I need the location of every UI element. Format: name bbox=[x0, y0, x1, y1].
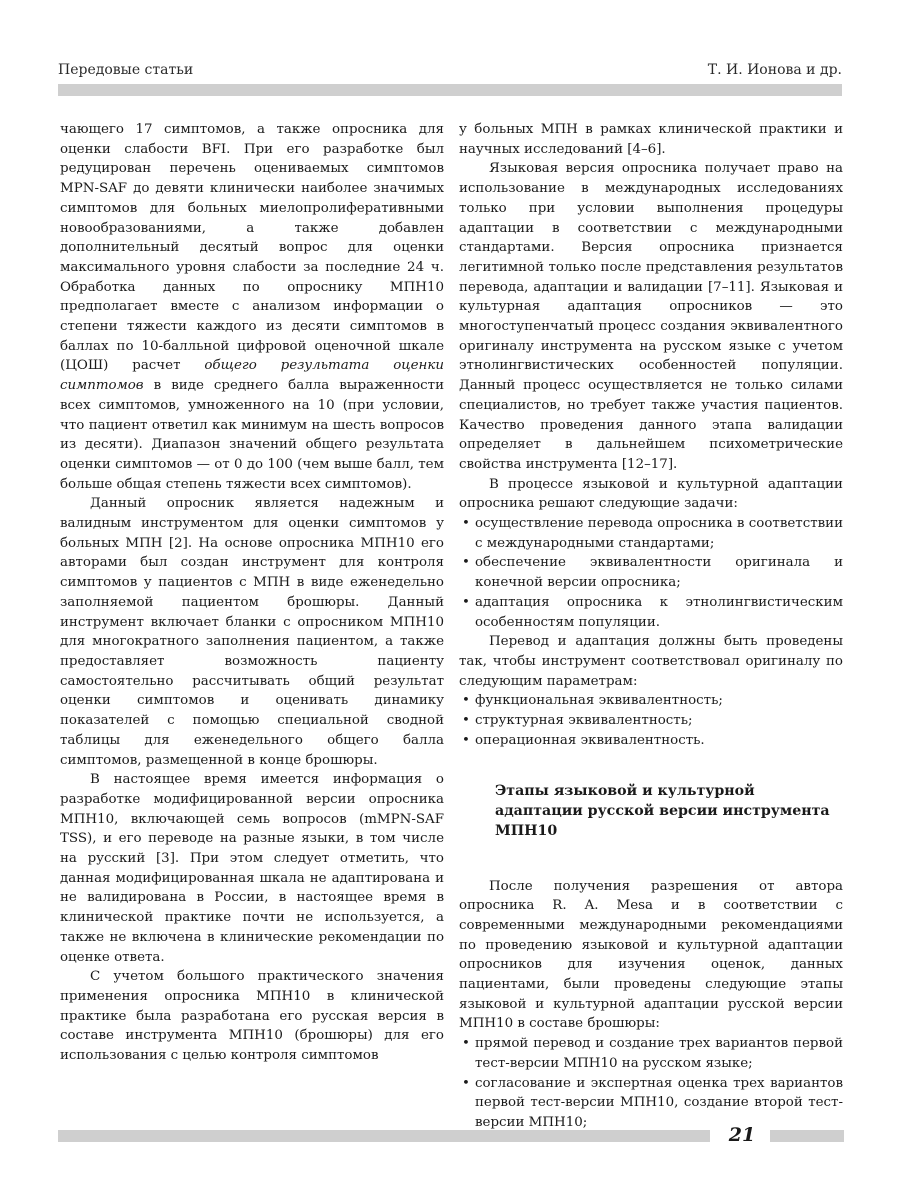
left-column bbox=[60, 120, 444, 1066]
right-column bbox=[459, 120, 843, 1133]
section-heading: Этапы языковой и культурной адаптации русской версии инструмента МПН10 bbox=[495, 782, 830, 839]
parameter-list bbox=[459, 691, 843, 750]
section-name: Передовые статьи bbox=[58, 62, 194, 78]
paragraph: Языковая версия опросника получает право на использование в международных исследованиях только при условии выполнения процедуры адаптации в соответствии с международными стандартами. Версия опросника признается легитимной только после представления результатов перевода, адаптации и валидации [7–11]. Языковая и культурная адаптация опросников — это многоступенчатый процесс создания эквивалентного оригиналу инструмента на русском языке с учетом этнолингвистических особенностей популяции. Данный процесс осуществляется не только силами специалистов, но требует также участия пациентов. Качество проведения данного этапа валидации определяет в дальнейшем психометрические свойства инструмента [12–17]. bbox=[459, 161, 843, 472]
paragraph: В процессе языковой и культурной адаптации опросника решают следующие задачи: bbox=[459, 476, 843, 512]
paragraph: Данный опросник является надежным и валидным инструментом для оценки симптомов у больных МПН [2]. На основе опросника МПН10 его авторами был создан инструмент для контроля симптомов у пациентов с МПН в виде еженедельно заполняемой пациентом брошюры. Данный инструмент включает бланки с опросником МПН10 для многократного заполнения пациентом, а также предоставляет возможность пациенту самостоятельно рассчитывать общий результат оценки симптомов и оценивать динамику показателей с помощью специальной сводной таблицы для еженедельного общего балла симптомов, размещенной в конце брошюры. bbox=[60, 496, 444, 768]
list-item: • структурная эквивалентность; bbox=[459, 711, 843, 731]
running-header bbox=[58, 62, 842, 86]
paragraph: С учетом большого практического значения применения опросника МПН10 в клинической практике была разработана его русская версия в составе инструмента МПН10 (брошюры) для его использования с целью контроля симптомов bbox=[60, 969, 444, 1064]
list-item: • согласование и экспертная оценка трех вариантов первой тест-версии МПН10, создание второй тест-версии МПН10; bbox=[459, 1074, 843, 1133]
paragraph: у больных МПН в рамках клинической практики и научных исследований [4–6]. bbox=[459, 122, 843, 157]
list-item: • функциональная эквивалентность; bbox=[459, 691, 843, 711]
paragraph: Перевод и адаптация должны быть проведены так, чтобы инструмент соответствовал оригиналу по следующим параметрам: bbox=[459, 634, 843, 689]
page-number: 21 bbox=[728, 1124, 756, 1146]
stages-list bbox=[459, 1034, 843, 1133]
task-list bbox=[459, 514, 843, 632]
footer-rule-left bbox=[58, 1130, 710, 1142]
list-item: • адаптация опросника к этнолингвистическим особенностям популяции. bbox=[459, 593, 843, 632]
paragraph: В настоящее время имеется информация о разработке модифицированной версии опросника МПН10, включающей семь вопросов (mMPN-SAF TSS), и его переводе на разные языки, в том числе на русский [3]. При этом следует отметить, что данная модифицированная шкала не адаптирована и не валидирована в России, в настоящее время в клинической практике почти не используется, а также не включена в клинические рекомендации по оценке ответа. bbox=[60, 772, 444, 965]
paragraph: чающего 17 симптомов, а также опросника для оценки слабости BFI. При его разработке был редуцирован перечень оцениваемых симптомов MPN-SAF до девяти клинически наиболее значимых симптомов для больных миелопролиферативными новообразованиями, а также добавлен дополнительный десятый вопрос для оценки максимального уровня слабости за последние 24 ч. Обработка данных по опроснику МПН10 предполагает вместе с анализом информации о степени тяжести каждого из десяти симптомов в баллах по 10-балльной цифровой оценочной шкале (ЦОШ) расчет общего результата оценки симптомов в виде среднего балла выраженности всех симптомов, умноженного на 10 (при условии, что пациент ответил как минимум на шесть вопросов из десяти). Диапазон значений общего результата оценки симптомов — от 0 до 100 (чем выше балл, тем больше общая степень тяжести всех симптомов). bbox=[60, 122, 444, 492]
paragraph: После получения разрешения от автора опросника R. A. Mesa и в соответствии с современными международными рекомендациями по проведению языковой и культурной адаптации опросников для изучения оценок, данных пациентами, были проведены следующие этапы языковой и культурной адаптации русской версии МПН10 в составе брошюры: bbox=[459, 878, 843, 1032]
footer-rule-right bbox=[770, 1130, 844, 1142]
list-item: • прямой перевод и создание трех вариантов первой тест-версии МПН10 на русском языке; bbox=[459, 1034, 843, 1073]
list-item: • операционная эквивалентность. bbox=[459, 731, 843, 751]
authors: Т. И. Ионова и др. bbox=[707, 62, 842, 78]
emphasis-text: общего результата оценки симптомов bbox=[60, 358, 444, 394]
list-item: • обеспечение эквивалентности оригинала и конечной версии опросника; bbox=[459, 553, 843, 592]
header-rule bbox=[58, 84, 842, 96]
list-item: • осуществление перевода опросника в соответствии с международными стандартами; bbox=[459, 514, 843, 553]
